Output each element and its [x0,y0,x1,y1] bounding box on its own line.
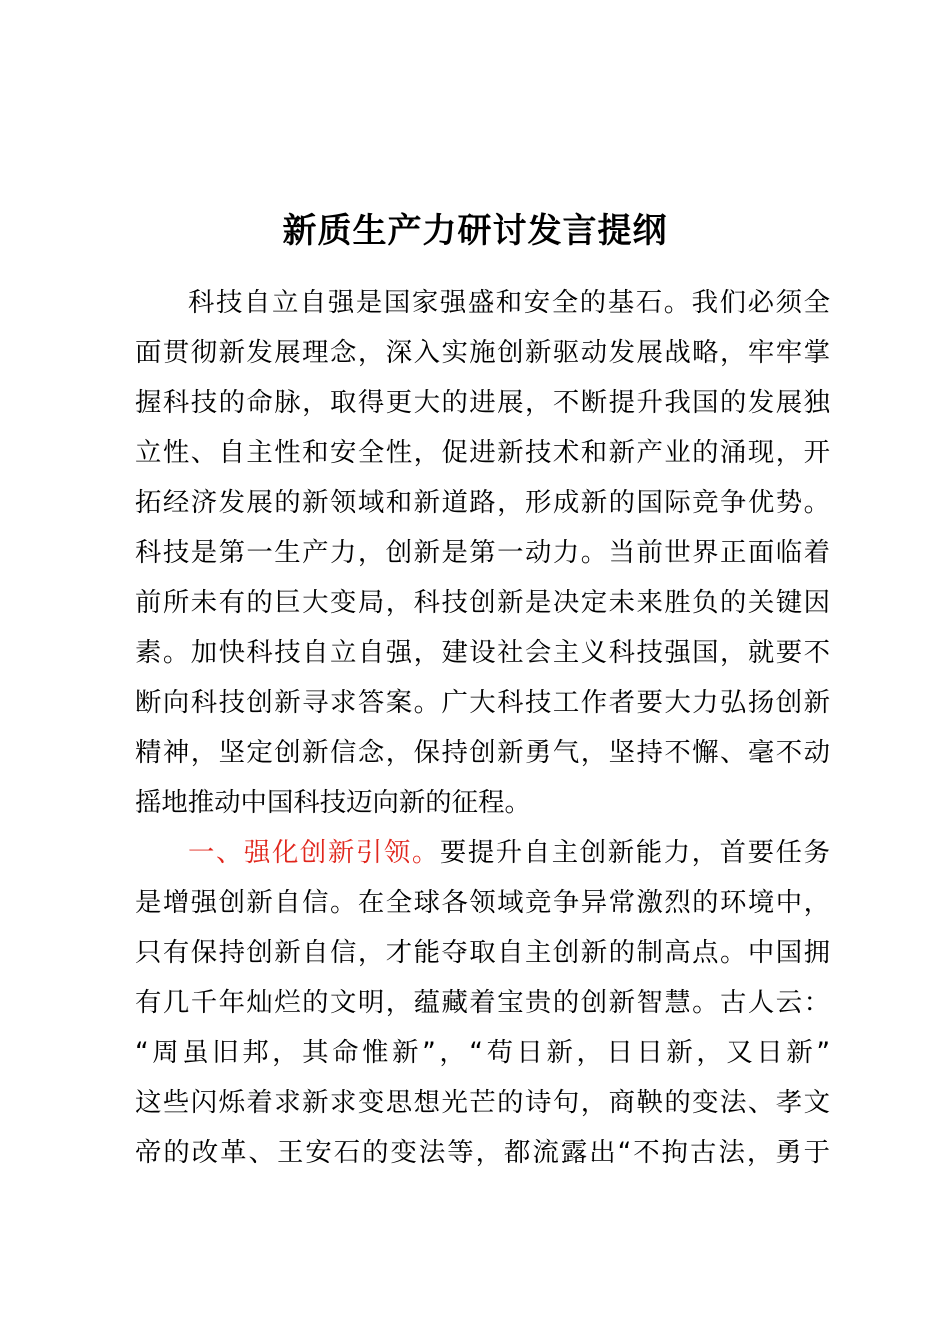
paragraph-line: 科技是第一生产力，创新是第一动力。当前世界正面临着 [135,537,830,568]
paragraph-line: 断向科技创新寻求答案。广大科技工作者要大力弘扬创新 [135,687,830,718]
section-line [188,828,830,878]
paragraph-line: “周虽旧邦，其命惟新”，“苟日新，日日新，又日新” [135,1037,830,1068]
paragraph-line: 科技自立自强是国家强盛和安全的基石。我们必须全 [188,287,830,318]
paragraph-line: 这些闪烁着求新求变思想光芒的诗句，商鞅的变法、孝文 [135,1087,830,1118]
paragraph-line: 前所未有的巨大变局，科技创新是决定未来胜负的关键因 [135,587,830,618]
paragraph-line: 有几千年灿烂的文明，蕴藏着宝贵的创新智慧。古人云： [135,987,830,1018]
paragraph-line: 拓经济发展的新领域和新道路，形成新的国际竞争优势。 [135,487,830,518]
paragraph-line: 立性、自主性和安全性，促进新技术和新产业的涌现，开 [135,437,830,468]
paragraph-line: 帝的改革、王安石的变法等，都流露出“不拘古法，勇于 [135,1137,830,1168]
paragraph-text: 要提升自主创新能力，首要任务 [439,837,830,868]
paragraph-line: 是增强创新自信。在全球各领域竞争异常激烈的环境中， [135,887,830,918]
paragraph-line: 素。加快科技自立自强，建设社会主义科技强国，就要不 [135,637,830,668]
section-heading: 一、强化创新引领。 [188,837,440,868]
document-title: 新质生产力研讨发言提纲 [282,211,668,251]
paragraph-line: 面贯彻新发展理念，深入实施创新驱动发展战略，牢牢掌 [135,337,830,368]
paragraph-line: 摇地推动中国科技迈向新的征程。 [135,787,531,818]
paragraph-line: 只有保持创新自信，才能夺取自主创新的制高点。中国拥 [135,937,830,968]
paragraph-line: 握科技的命脉，取得更大的进展，不断提升我国的发展独 [135,387,830,418]
paragraph-line: 精神，坚定创新信念，保持创新勇气，坚持不懈、毫不动 [135,737,830,768]
